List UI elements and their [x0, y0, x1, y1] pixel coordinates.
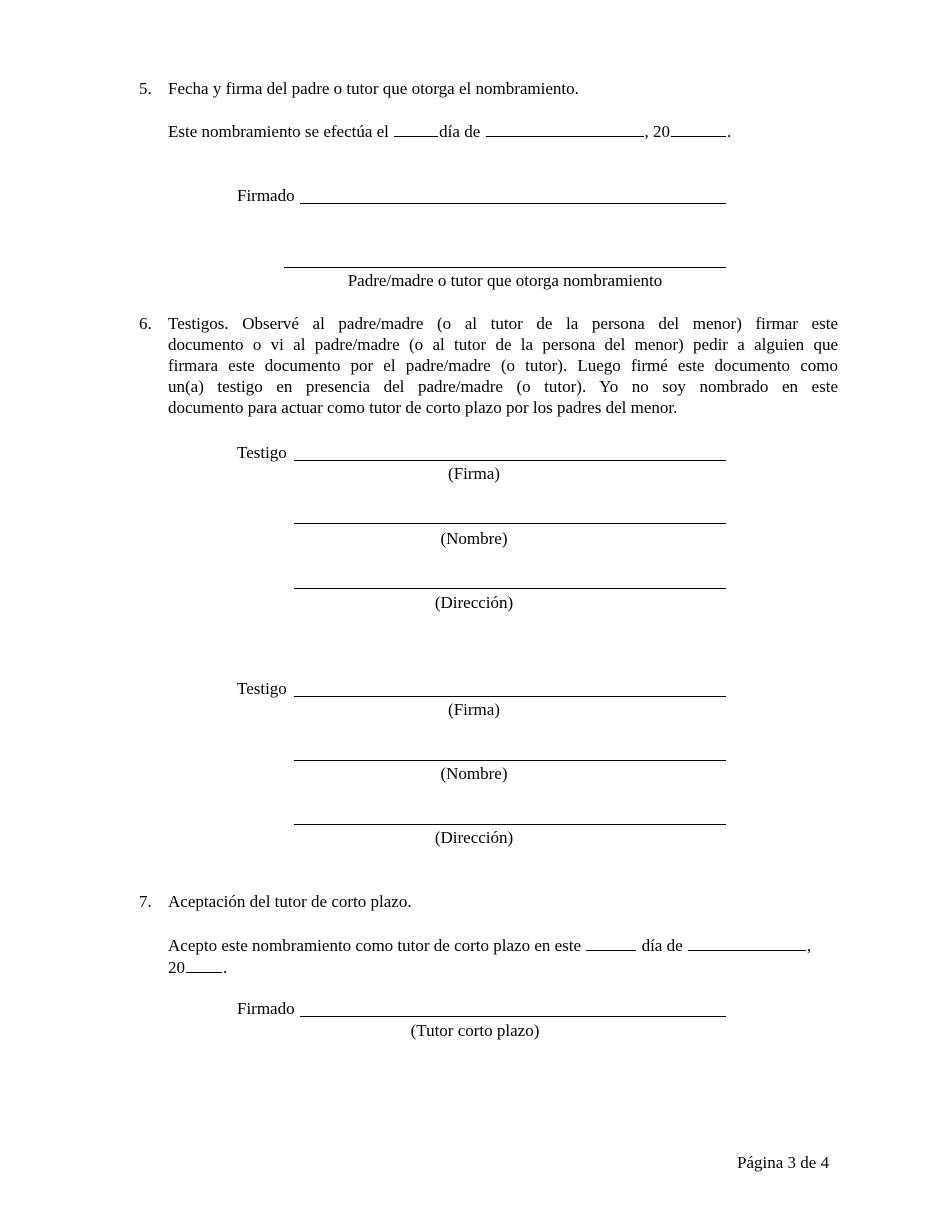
witness-1-signature-line[interactable] [294, 460, 726, 461]
section-7-number: 7. [139, 892, 152, 911]
section-7-accept-line-1 [168, 935, 811, 956]
witness-2-address-line[interactable] [294, 824, 726, 825]
accept-text-1: Acepto este nombramiento como tutor de corto plazo en este [168, 936, 582, 955]
section-6-number: 6. [139, 314, 152, 333]
accept-text-5: . [223, 958, 228, 977]
witness-1-name-line[interactable] [294, 523, 726, 524]
accept-year-blank[interactable] [186, 971, 222, 973]
accept-month-blank[interactable] [688, 949, 806, 951]
section-5-date-line [168, 121, 731, 142]
section-7-accept-line-2 [168, 957, 227, 978]
page-number: Página 3 de 4 [737, 1153, 830, 1172]
section-6-line-2: documento o vi al padre/madre (o al tutor de la persona del menor) pedir a alguien que [168, 335, 838, 354]
date-text-2: día de [439, 122, 481, 141]
witness-2-label: Testigo [237, 679, 287, 698]
section-6-line-1: Testigos. Observé al padre/madre (o al tutor de la persona del menor) firmar este [168, 314, 838, 333]
section-6-line-3: firmara este documento por el padre/madre (o tutor). Luego firmé este documento como [168, 356, 838, 375]
day-blank[interactable] [394, 135, 438, 137]
date-text-4: . [727, 122, 732, 141]
accept-day-blank[interactable] [586, 949, 636, 951]
section-7-signed-label: Firmado [237, 999, 295, 1018]
witness-2-name-line[interactable] [294, 760, 726, 761]
section-5-signature-line[interactable] [300, 203, 726, 204]
section-7-heading: Aceptación del tutor de corto plazo. [168, 892, 412, 911]
witness-1-signature-caption: (Firma) [448, 464, 500, 483]
year-blank[interactable] [671, 135, 726, 137]
section-6-paragraph [168, 313, 838, 418]
accept-text-3: , [806, 936, 812, 955]
month-blank[interactable] [486, 135, 644, 137]
witness-2-address-caption: (Dirección) [434, 828, 514, 847]
section-5-number: 5. [139, 79, 152, 98]
witness-1-address-line[interactable] [294, 588, 726, 589]
witness-2-signature-line[interactable] [294, 696, 726, 697]
section-5-signer-caption: Padre/madre o tutor que otorga nombramiento [347, 271, 663, 290]
witness-1-address-caption: (Dirección) [434, 593, 514, 612]
witness-2-name-caption: (Nombre) [440, 764, 508, 783]
witness-1-name-caption: (Nombre) [440, 529, 508, 548]
accept-text-4: 20 [168, 958, 185, 977]
section-5-signer-line[interactable] [284, 267, 726, 268]
witness-1-label: Testigo [237, 443, 287, 462]
section-7-tutor-caption: (Tutor corto plazo) [410, 1021, 540, 1040]
section-6-line-5: documento para actuar como tutor de corto plazo por los padres del menor. [168, 398, 678, 417]
section-5-heading: Fecha y firma del padre o tutor que otorga el nombramiento. [168, 79, 579, 98]
section-5-signed-label: Firmado [237, 186, 295, 205]
accept-text-2: día de [641, 936, 683, 955]
section-7-signature-line[interactable] [300, 1016, 726, 1017]
section-6-line-4: un(a) testigo en presencia del padre/madre (o tutor). Yo no soy nombrado en este [168, 377, 838, 396]
date-text-3: , 20 [644, 122, 670, 141]
date-text-1: Este nombramiento se efectúa el [168, 122, 389, 141]
witness-2-signature-caption: (Firma) [448, 700, 500, 719]
